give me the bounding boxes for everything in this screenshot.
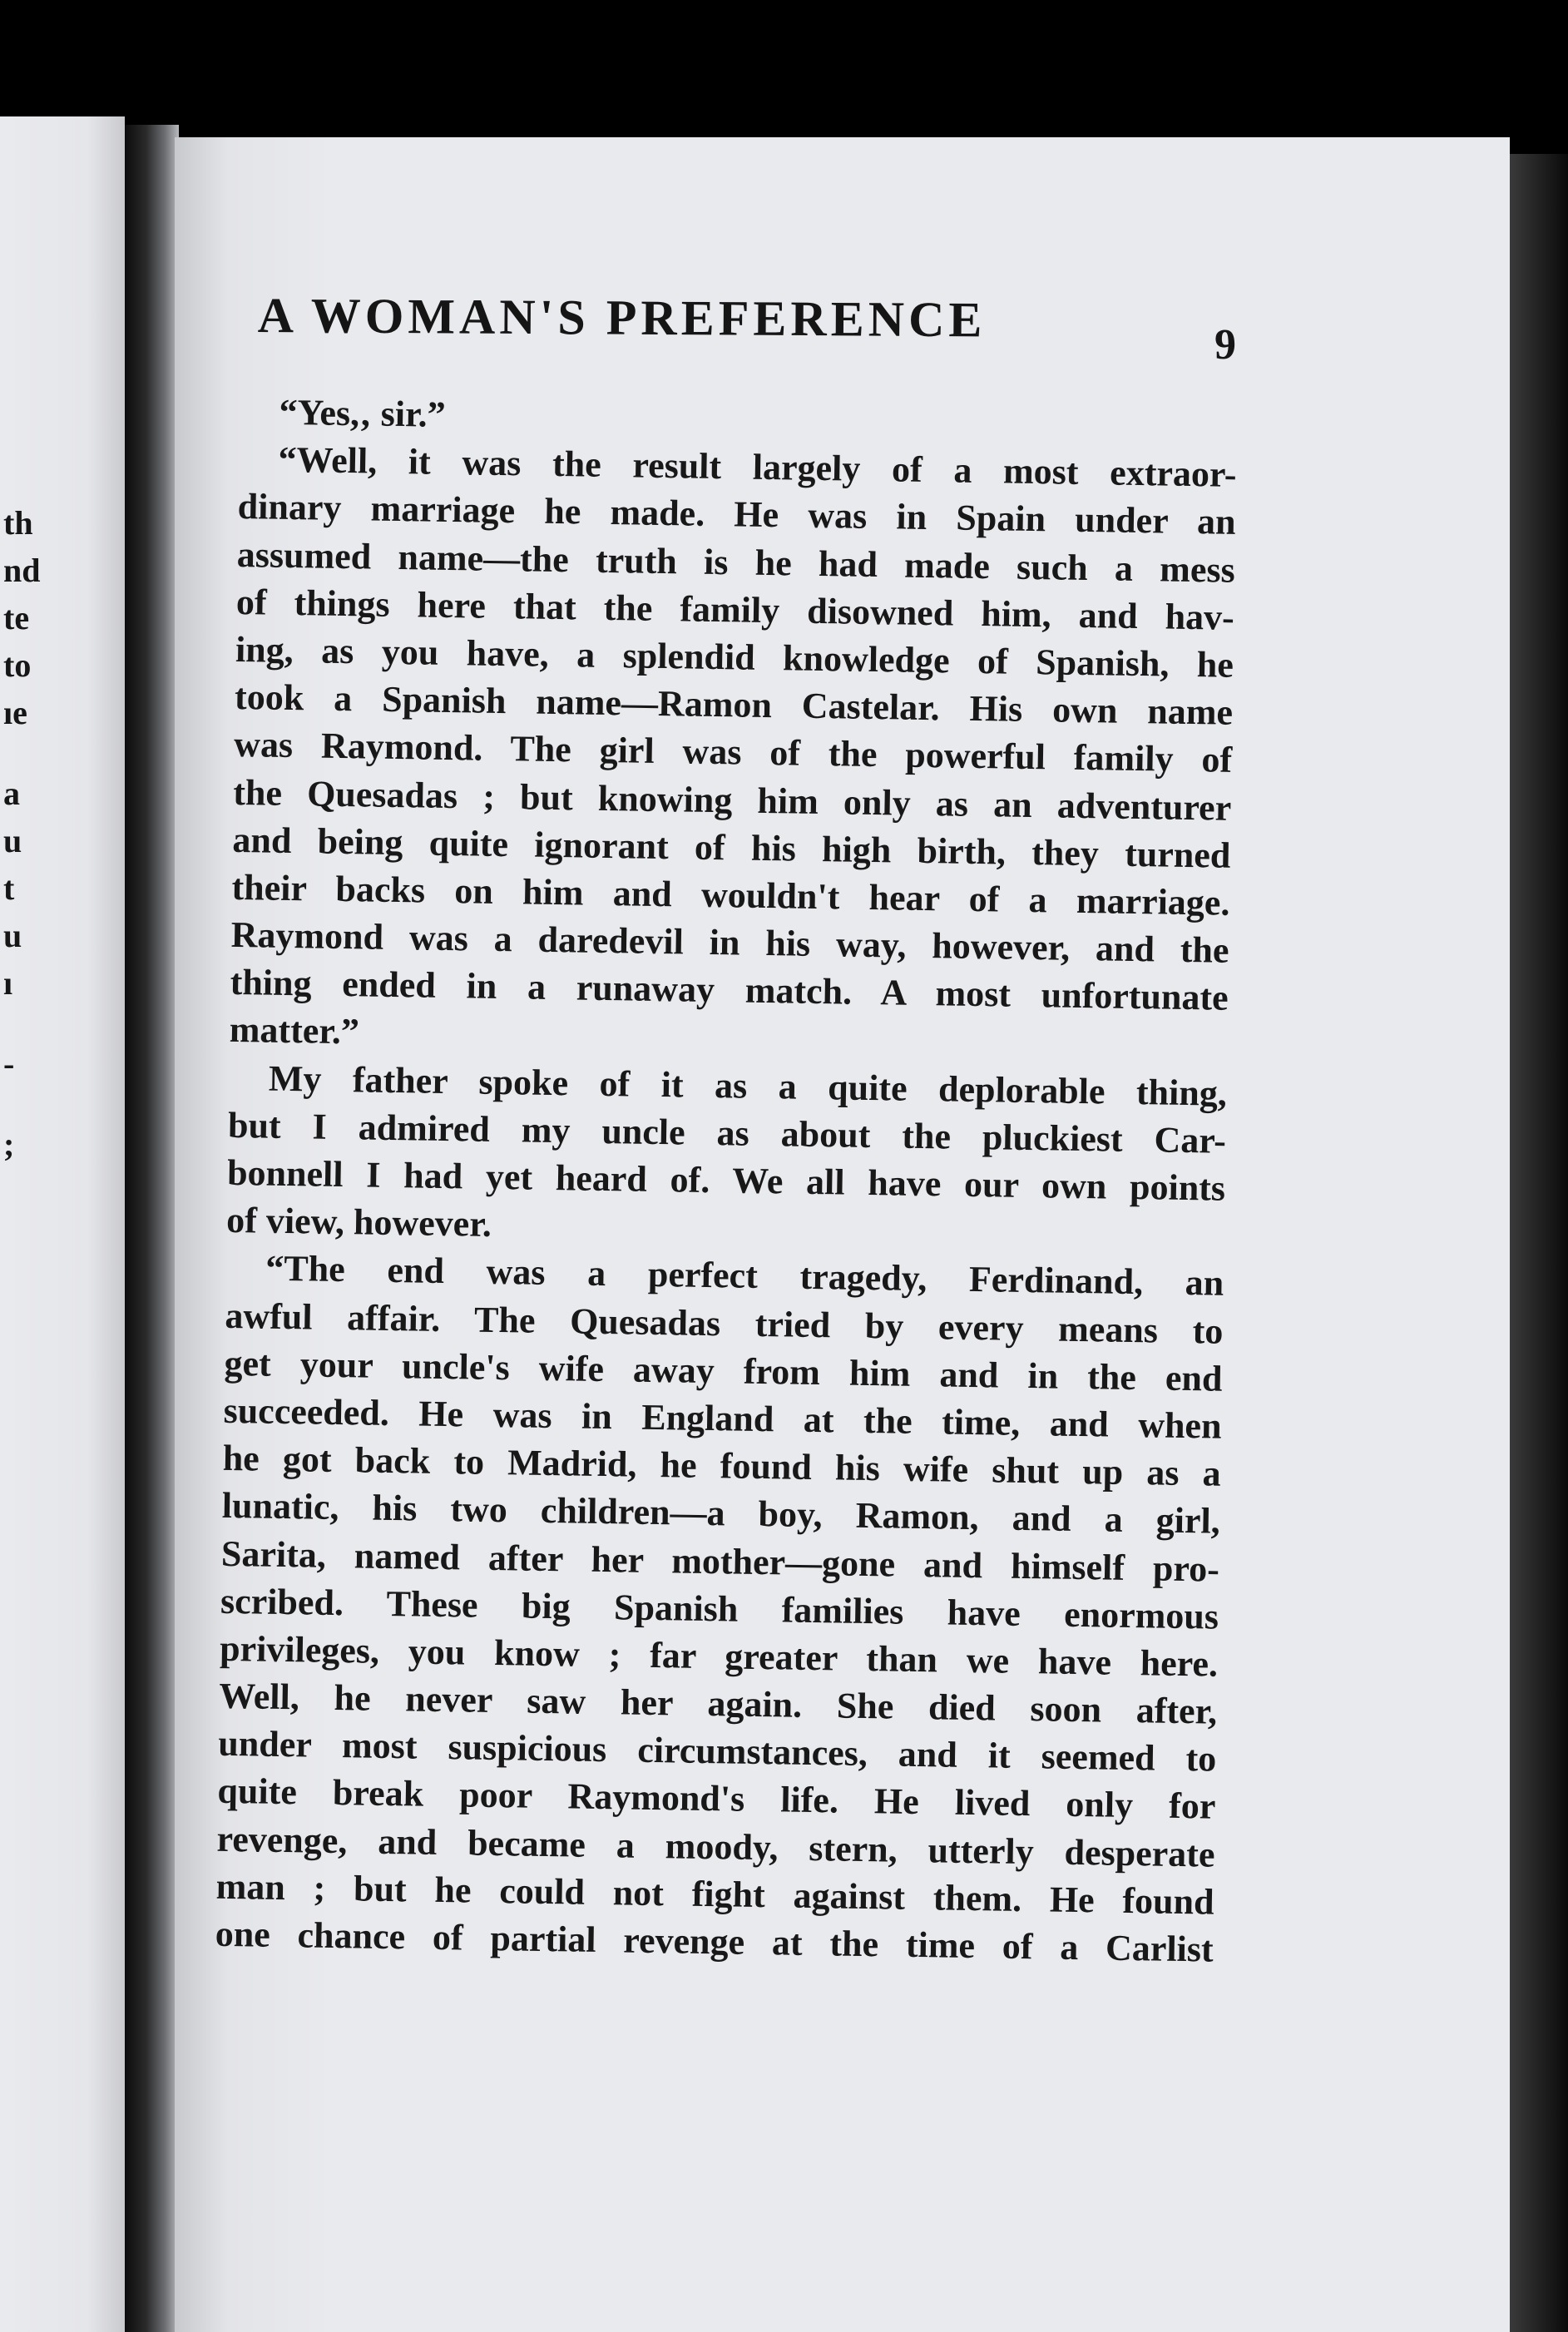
text-line: one chance of partial revenge at the time of a Carlist xyxy=(215,1913,1214,1970)
text-line: assumed name—the truth is he had made such a mess xyxy=(236,533,1236,591)
text-line: man ; but he could not fight against them. He found xyxy=(215,1865,1214,1923)
text-line: thing ended in a runaway match. A most unfortunate xyxy=(230,962,1229,1019)
left-page-fragment: a xyxy=(3,775,20,812)
left-page-fragment: u xyxy=(3,822,22,859)
text-line: ing, as you have, a splendid knowledge of Spanish, he xyxy=(235,628,1234,686)
text-line: awful affair. The Quesadas tried by every means to xyxy=(225,1295,1224,1352)
left-page-fragment: - xyxy=(3,1045,15,1082)
body-text xyxy=(215,388,1237,1973)
text-line: get your uncle's wife away from him and in the end xyxy=(224,1342,1223,1399)
page-edge-shadow xyxy=(1510,154,1568,2332)
left-page-fragment: ; xyxy=(3,1126,15,1163)
text-line: their backs on him and wouldn't hear of a marriage. xyxy=(231,866,1230,923)
text-line: bonnell I had yet heard of. We all have our own points xyxy=(226,1151,1226,1209)
text-line: scribed. These big Spanish families have enormous xyxy=(220,1580,1219,1637)
left-page-fragment: u xyxy=(3,917,22,954)
text-line: dinary marriage he made. He was in Spain under an xyxy=(237,486,1236,543)
left-page-fragment: t xyxy=(3,869,15,907)
text-line: “Well, it was the result largely of a most extraor- xyxy=(278,438,1237,496)
text-line: took a Spanish name—Ramon Castelar. His own name xyxy=(234,676,1234,733)
left-page-fragment: th xyxy=(3,504,33,542)
running-title: A WOMAN'S PREFERENCE xyxy=(257,287,987,348)
text-line: he got back to Madrid, he found his wife shut up as a xyxy=(222,1437,1222,1494)
text-line: was Raymond. The girl was of the powerful family of xyxy=(233,724,1233,781)
left-page-fragment: ı xyxy=(3,964,13,1002)
book-gutter-shadow xyxy=(125,125,179,2332)
page-number: 9 xyxy=(1214,321,1236,369)
text-line: lunatic, his two children—a boy, Ramon, and a girl, xyxy=(221,1485,1221,1542)
text-line: My father spoke of it as a quite deplorable thing, xyxy=(268,1057,1228,1114)
text-line: of view, however. xyxy=(225,1200,492,1245)
left-page-fragment: ıe xyxy=(3,694,27,731)
text-line: Raymond was a daredevil in his way, however, and the xyxy=(230,913,1229,971)
text-line: “Yes,‚ sir.” xyxy=(279,391,446,435)
text-line: of things here that the family disowned him, and hav- xyxy=(235,581,1235,638)
text-line: succeeded. He was in England at the time, and when xyxy=(223,1389,1222,1447)
text-line: revenge, and became a moody, stern, utterly desperate xyxy=(216,1818,1215,1875)
text-line: and being quite ignorant of his high birth, they turned xyxy=(232,819,1231,876)
left-page-fragment: te xyxy=(3,599,30,636)
left-facing-page xyxy=(0,116,125,2332)
text-line: the Quesadas ; but knowing him only as an adventurer xyxy=(232,771,1232,829)
left-page-fragment: nd xyxy=(3,552,41,589)
left-page-fragment: to xyxy=(3,646,32,684)
text-line: “The end was a perfect tragedy, Ferdinand, an xyxy=(265,1248,1224,1305)
text-line: but I admired my uncle as about the pluckiest Car- xyxy=(227,1104,1227,1161)
text-line: quite break poor Raymond's life. He lived only for xyxy=(217,1770,1216,1828)
text-line: Well, he never saw her again. She died soon after, xyxy=(218,1675,1218,1732)
text-line: under most suspicious circumstances, and it seemed to xyxy=(218,1723,1217,1780)
left-page-text-fragments xyxy=(0,499,50,1168)
text-line: privileges, you know ; far greater than we have here. xyxy=(219,1627,1219,1685)
text-line: matter.” xyxy=(229,1009,360,1052)
text-line: Sarita, named after her mother—gone and himself pro- xyxy=(220,1532,1220,1590)
